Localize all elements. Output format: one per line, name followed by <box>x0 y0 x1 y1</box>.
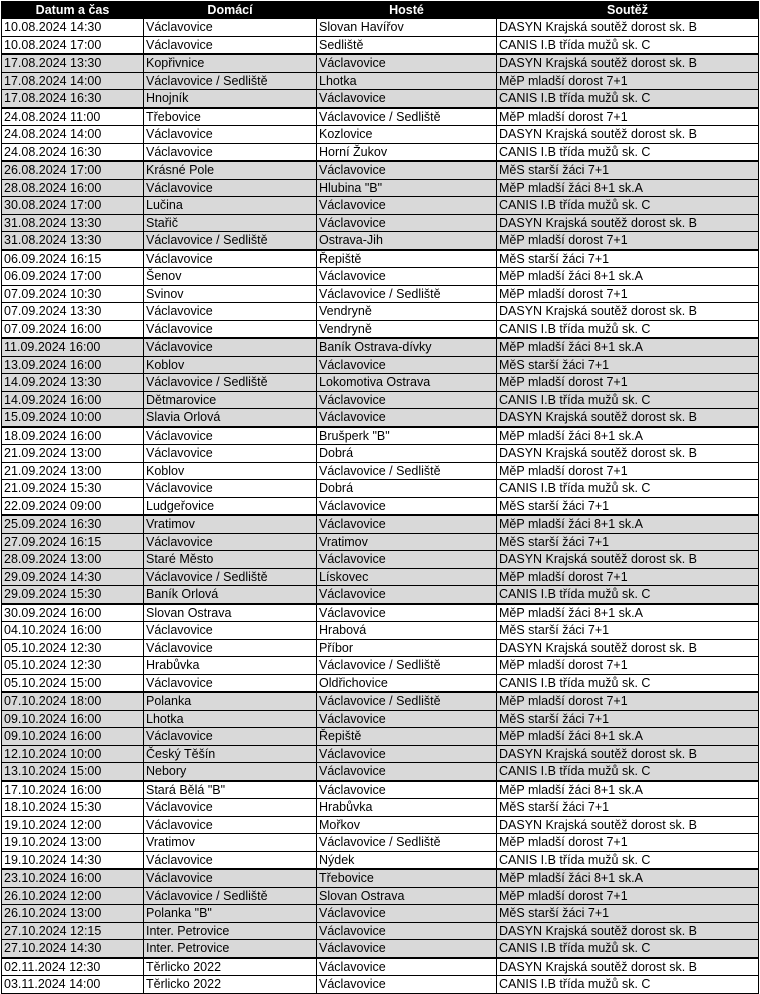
cell-competition: MěP mladší dorost 7+1 <box>497 657 759 675</box>
cell-away: Horní Žukov <box>317 143 497 161</box>
header-home: Domácí <box>144 2 317 19</box>
table-row <box>2 391 759 409</box>
cell-away: Václavovice <box>317 905 497 923</box>
cell-home: Stařič <box>144 214 317 232</box>
cell-away: Hrabová <box>317 622 497 640</box>
cell-home: Václavovice <box>144 320 317 338</box>
cell-competition: MěS starší žáci 7+1 <box>497 799 759 817</box>
cell-date: 24.08.2024 11:00 <box>2 108 144 126</box>
header-competition: Soutěž <box>497 2 759 19</box>
cell-home: Vratimov <box>144 515 317 533</box>
cell-competition: MěP mladší dorost 7+1 <box>497 72 759 90</box>
cell-home: Stará Bělá "B" <box>144 781 317 799</box>
table-row <box>2 19 759 37</box>
cell-date: 28.08.2024 16:00 <box>2 179 144 197</box>
cell-competition: MěS starší žáci 7+1 <box>497 533 759 551</box>
cell-competition: CANIS I.B třída mužů sk. C <box>497 320 759 338</box>
cell-home: Těrlicko 2022 <box>144 958 317 976</box>
cell-away: Sedliště <box>317 36 497 54</box>
cell-date: 18.10.2024 15:30 <box>2 799 144 817</box>
cell-competition: CANIS I.B třída mužů sk. C <box>497 763 759 781</box>
cell-away: Vratimov <box>317 533 497 551</box>
table-row <box>2 515 759 533</box>
cell-competition: DASYN Krajská soutěž dorost sk. B <box>497 409 759 427</box>
cell-home: Polanka "B" <box>144 905 317 923</box>
cell-home: Koblov <box>144 462 317 480</box>
cell-away: Lískovec <box>317 568 497 586</box>
table-row <box>2 320 759 338</box>
cell-date: 24.08.2024 16:30 <box>2 143 144 161</box>
cell-away: Hlubina "B" <box>317 179 497 197</box>
cell-home: Václavovice <box>144 851 317 869</box>
cell-home: Slavia Orlová <box>144 409 317 427</box>
cell-away: Hrabůvka <box>317 799 497 817</box>
cell-date: 18.09.2024 16:00 <box>2 427 144 445</box>
cell-competition: DASYN Krajská soutěž dorost sk. B <box>497 126 759 144</box>
cell-away: Dobrá <box>317 445 497 463</box>
match-schedule-table <box>1 1 759 994</box>
cell-home: Václavovice <box>144 728 317 746</box>
cell-date: 13.09.2024 16:00 <box>2 356 144 374</box>
table-row <box>2 834 759 852</box>
cell-date: 25.09.2024 16:30 <box>2 515 144 533</box>
cell-away: Řepiště <box>317 250 497 268</box>
cell-competition: MěS starší žáci 7+1 <box>497 356 759 374</box>
cell-date: 17.08.2024 16:30 <box>2 90 144 108</box>
cell-home: Dětmarovice <box>144 391 317 409</box>
cell-date: 14.09.2024 16:00 <box>2 391 144 409</box>
cell-home: Václavovice <box>144 143 317 161</box>
table-row <box>2 108 759 126</box>
cell-date: 26.10.2024 13:00 <box>2 905 144 923</box>
table-row <box>2 922 759 940</box>
cell-date: 30.08.2024 17:00 <box>2 197 144 215</box>
table-row <box>2 533 759 551</box>
cell-away: Brušperk "B" <box>317 427 497 445</box>
cell-competition: MěP mladší dorost 7+1 <box>497 568 759 586</box>
table-row <box>2 268 759 286</box>
cell-competition: DASYN Krajská soutěž dorost sk. B <box>497 214 759 232</box>
cell-date: 19.10.2024 13:00 <box>2 834 144 852</box>
table-row <box>2 869 759 887</box>
cell-away: Václavovice / Sedliště <box>317 692 497 710</box>
cell-home: Třebovice <box>144 108 317 126</box>
cell-home: Václavovice <box>144 816 317 834</box>
cell-competition: MěP mladší dorost 7+1 <box>497 374 759 392</box>
cell-competition: DASYN Krajská soutěž dorost sk. B <box>497 19 759 37</box>
table-row <box>2 54 759 72</box>
table-row <box>2 639 759 657</box>
cell-competition: MěS starší žáci 7+1 <box>497 161 759 179</box>
cell-away: Mořkov <box>317 816 497 834</box>
cell-away: Václavovice <box>317 268 497 286</box>
cell-home: Václavovice <box>144 338 317 356</box>
cell-home: Václavovice / Sedliště <box>144 887 317 905</box>
cell-away: Václavovice <box>317 497 497 515</box>
table-row <box>2 851 759 869</box>
cell-competition: CANIS I.B třída mužů sk. C <box>497 976 759 994</box>
table-row <box>2 710 759 728</box>
cell-home: Těrlicko 2022 <box>144 976 317 994</box>
cell-away: Václavovice / Sedliště <box>317 834 497 852</box>
cell-date: 31.08.2024 13:30 <box>2 232 144 250</box>
cell-competition: CANIS I.B třída mužů sk. C <box>497 940 759 958</box>
cell-date: 13.10.2024 15:00 <box>2 763 144 781</box>
cell-date: 07.09.2024 10:30 <box>2 285 144 303</box>
cell-date: 29.09.2024 15:30 <box>2 586 144 604</box>
table-row <box>2 745 759 763</box>
table-row <box>2 958 759 976</box>
cell-home: Václavovice <box>144 799 317 817</box>
cell-date: 07.09.2024 16:00 <box>2 320 144 338</box>
cell-away: Václavovice / Sedliště <box>317 285 497 303</box>
cell-away: Václavovice / Sedliště <box>317 657 497 675</box>
cell-date: 11.09.2024 16:00 <box>2 338 144 356</box>
cell-home: Kopřivnice <box>144 54 317 72</box>
cell-home: Hnojník <box>144 90 317 108</box>
cell-home: Český Těšín <box>144 745 317 763</box>
cell-away: Václavovice <box>317 586 497 604</box>
cell-home: Václavovice / Sedliště <box>144 568 317 586</box>
table-row <box>2 781 759 799</box>
table-row <box>2 197 759 215</box>
cell-competition: DASYN Krajská soutěž dorost sk. B <box>497 958 759 976</box>
table-row <box>2 816 759 834</box>
cell-home: Hrabůvka <box>144 657 317 675</box>
cell-home: Krásné Pole <box>144 161 317 179</box>
table-row <box>2 887 759 905</box>
cell-home: Václavovice / Sedliště <box>144 232 317 250</box>
cell-competition: MěP mladší žáci 8+1 sk.A <box>497 179 759 197</box>
cell-away: Třebovice <box>317 869 497 887</box>
cell-competition: MěP mladší dorost 7+1 <box>497 692 759 710</box>
cell-away: Václavovice / Sedliště <box>317 108 497 126</box>
cell-competition: DASYN Krajská soutěž dorost sk. B <box>497 745 759 763</box>
cell-away: Václavovice <box>317 214 497 232</box>
table-row <box>2 480 759 498</box>
cell-date: 07.10.2024 18:00 <box>2 692 144 710</box>
cell-date: 21.09.2024 13:00 <box>2 445 144 463</box>
cell-date: 04.10.2024 16:00 <box>2 622 144 640</box>
cell-away: Václavovice <box>317 958 497 976</box>
cell-home: Šenov <box>144 268 317 286</box>
cell-away: Vendryně <box>317 320 497 338</box>
cell-away: Václavovice <box>317 391 497 409</box>
cell-competition: MěP mladší žáci 8+1 sk.A <box>497 604 759 622</box>
cell-date: 27.10.2024 14:30 <box>2 940 144 958</box>
cell-date: 19.10.2024 14:30 <box>2 851 144 869</box>
table-row <box>2 568 759 586</box>
cell-home: Václavovice <box>144 427 317 445</box>
cell-home: Václavovice <box>144 533 317 551</box>
cell-competition: DASYN Krajská soutěž dorost sk. B <box>497 551 759 569</box>
cell-away: Václavovice <box>317 90 497 108</box>
cell-competition: CANIS I.B třída mužů sk. C <box>497 36 759 54</box>
cell-away: Václavovice <box>317 922 497 940</box>
cell-competition: DASYN Krajská soutěž dorost sk. B <box>497 303 759 321</box>
cell-away: Václavovice <box>317 409 497 427</box>
table-row <box>2 338 759 356</box>
cell-away: Václavovice / Sedliště <box>317 462 497 480</box>
cell-home: Václavovice / Sedliště <box>144 72 317 90</box>
cell-home: Baník Orlová <box>144 586 317 604</box>
table-row <box>2 214 759 232</box>
cell-away: Václavovice <box>317 54 497 72</box>
table-row <box>2 90 759 108</box>
cell-competition: CANIS I.B třída mužů sk. C <box>497 90 759 108</box>
cell-competition: MěP mladší dorost 7+1 <box>497 887 759 905</box>
cell-date: 26.08.2024 17:00 <box>2 161 144 179</box>
cell-away: Baník Ostrava-dívky <box>317 338 497 356</box>
table-row <box>2 799 759 817</box>
table-row <box>2 143 759 161</box>
cell-home: Slovan Ostrava <box>144 604 317 622</box>
cell-away: Nýdek <box>317 851 497 869</box>
table-row <box>2 763 759 781</box>
cell-date: 03.11.2024 14:00 <box>2 976 144 994</box>
cell-home: Lučina <box>144 197 317 215</box>
cell-away: Příbor <box>317 639 497 657</box>
table-row <box>2 409 759 427</box>
cell-home: Koblov <box>144 356 317 374</box>
cell-away: Václavovice <box>317 161 497 179</box>
table-row <box>2 250 759 268</box>
cell-home: Václavovice <box>144 639 317 657</box>
cell-home: Nebory <box>144 763 317 781</box>
cell-competition: CANIS I.B třída mužů sk. C <box>497 674 759 692</box>
cell-away: Vendryně <box>317 303 497 321</box>
cell-away: Václavovice <box>317 356 497 374</box>
cell-date: 24.08.2024 14:00 <box>2 126 144 144</box>
cell-date: 09.10.2024 16:00 <box>2 710 144 728</box>
cell-home: Inter. Petrovice <box>144 922 317 940</box>
cell-away: Václavovice <box>317 197 497 215</box>
table-row <box>2 445 759 463</box>
table-row <box>2 427 759 445</box>
cell-away: Slovan Havířov <box>317 19 497 37</box>
cell-home: Václavovice / Sedliště <box>144 374 317 392</box>
cell-away: Václavovice <box>317 604 497 622</box>
cell-date: 21.09.2024 13:00 <box>2 462 144 480</box>
table-row <box>2 356 759 374</box>
cell-away: Václavovice <box>317 551 497 569</box>
cell-home: Václavovice <box>144 179 317 197</box>
cell-date: 02.11.2024 12:30 <box>2 958 144 976</box>
cell-date: 15.09.2024 10:00 <box>2 409 144 427</box>
cell-away: Václavovice <box>317 781 497 799</box>
cell-home: Václavovice <box>144 869 317 887</box>
cell-away: Oldřichovice <box>317 674 497 692</box>
cell-home: Václavovice <box>144 480 317 498</box>
cell-date: 26.10.2024 12:00 <box>2 887 144 905</box>
table-row <box>2 551 759 569</box>
cell-date: 10.08.2024 14:30 <box>2 19 144 37</box>
table-row <box>2 179 759 197</box>
table-row <box>2 303 759 321</box>
cell-away: Václavovice <box>317 976 497 994</box>
cell-date: 14.09.2024 13:30 <box>2 374 144 392</box>
cell-competition: DASYN Krajská soutěž dorost sk. B <box>497 816 759 834</box>
cell-home: Václavovice <box>144 622 317 640</box>
cell-date: 23.10.2024 16:00 <box>2 869 144 887</box>
cell-competition: CANIS I.B třída mužů sk. C <box>497 480 759 498</box>
cell-competition: CANIS I.B třída mužů sk. C <box>497 197 759 215</box>
table-row <box>2 586 759 604</box>
cell-competition: MěP mladší žáci 8+1 sk.A <box>497 781 759 799</box>
cell-competition: DASYN Krajská soutěž dorost sk. B <box>497 922 759 940</box>
table-row <box>2 604 759 622</box>
cell-date: 17.08.2024 14:00 <box>2 72 144 90</box>
cell-competition: MěS starší žáci 7+1 <box>497 710 759 728</box>
cell-away: Václavovice <box>317 940 497 958</box>
cell-date: 28.09.2024 13:00 <box>2 551 144 569</box>
cell-competition: MěP mladší žáci 8+1 sk.A <box>497 268 759 286</box>
cell-home: Václavovice <box>144 445 317 463</box>
cell-competition: MěP mladší dorost 7+1 <box>497 108 759 126</box>
table-row <box>2 161 759 179</box>
cell-date: 22.09.2024 09:00 <box>2 497 144 515</box>
header-row <box>2 2 759 19</box>
table-row <box>2 36 759 54</box>
cell-competition: MěS starší žáci 7+1 <box>497 250 759 268</box>
cell-competition: DASYN Krajská soutěž dorost sk. B <box>497 445 759 463</box>
table-row <box>2 692 759 710</box>
table-row <box>2 657 759 675</box>
cell-competition: MěP mladší dorost 7+1 <box>497 834 759 852</box>
cell-home: Inter. Petrovice <box>144 940 317 958</box>
cell-competition: MěP mladší žáci 8+1 sk.A <box>497 338 759 356</box>
cell-away: Dobrá <box>317 480 497 498</box>
cell-home: Václavovice <box>144 36 317 54</box>
cell-away: Slovan Ostrava <box>317 887 497 905</box>
table-row <box>2 728 759 746</box>
table-row <box>2 232 759 250</box>
cell-competition: CANIS I.B třída mužů sk. C <box>497 143 759 161</box>
cell-away: Lhotka <box>317 72 497 90</box>
cell-competition: MěP mladší dorost 7+1 <box>497 462 759 480</box>
cell-competition: DASYN Krajská soutěž dorost sk. B <box>497 639 759 657</box>
table-row <box>2 374 759 392</box>
cell-home: Vratimov <box>144 834 317 852</box>
cell-date: 05.10.2024 12:30 <box>2 657 144 675</box>
cell-date: 06.09.2024 16:15 <box>2 250 144 268</box>
cell-competition: MěP mladší dorost 7+1 <box>497 285 759 303</box>
cell-competition: MěP mladší žáci 8+1 sk.A <box>497 869 759 887</box>
cell-home: Václavovice <box>144 674 317 692</box>
cell-competition: CANIS I.B třída mužů sk. C <box>497 586 759 604</box>
cell-date: 10.08.2024 17:00 <box>2 36 144 54</box>
cell-competition: CANIS I.B třída mužů sk. C <box>497 391 759 409</box>
header-away: Hosté <box>317 2 497 19</box>
cell-date: 07.09.2024 13:30 <box>2 303 144 321</box>
cell-away: Řepiště <box>317 728 497 746</box>
table-row <box>2 126 759 144</box>
cell-date: 19.10.2024 12:00 <box>2 816 144 834</box>
table-row <box>2 905 759 923</box>
cell-date: 12.10.2024 10:00 <box>2 745 144 763</box>
table-row <box>2 72 759 90</box>
cell-competition: MěP mladší žáci 8+1 sk.A <box>497 427 759 445</box>
cell-competition: CANIS I.B třída mužů sk. C <box>497 851 759 869</box>
table-row <box>2 976 759 994</box>
cell-date: 27.10.2024 12:15 <box>2 922 144 940</box>
cell-date: 31.08.2024 13:30 <box>2 214 144 232</box>
table-row <box>2 940 759 958</box>
cell-away: Václavovice <box>317 745 497 763</box>
cell-date: 17.10.2024 16:00 <box>2 781 144 799</box>
cell-home: Svinov <box>144 285 317 303</box>
cell-home: Václavovice <box>144 126 317 144</box>
cell-home: Polanka <box>144 692 317 710</box>
cell-home: Václavovice <box>144 19 317 37</box>
table-row <box>2 285 759 303</box>
cell-away: Václavovice <box>317 515 497 533</box>
cell-date: 05.10.2024 15:00 <box>2 674 144 692</box>
cell-date: 05.10.2024 12:30 <box>2 639 144 657</box>
cell-date: 21.09.2024 15:30 <box>2 480 144 498</box>
cell-competition: MěP mladší dorost 7+1 <box>497 232 759 250</box>
cell-away: Lokomotiva Ostrava <box>317 374 497 392</box>
cell-away: Václavovice <box>317 710 497 728</box>
cell-date: 27.09.2024 16:15 <box>2 533 144 551</box>
cell-home: Staré Město <box>144 551 317 569</box>
cell-home: Ludgeřovice <box>144 497 317 515</box>
cell-date: 17.08.2024 13:30 <box>2 54 144 72</box>
cell-competition: MěP mladší žáci 8+1 sk.A <box>497 515 759 533</box>
cell-date: 06.09.2024 17:00 <box>2 268 144 286</box>
cell-away: Ostrava-Jih <box>317 232 497 250</box>
cell-away: Václavovice <box>317 763 497 781</box>
table-row <box>2 674 759 692</box>
cell-away: Kozlovice <box>317 126 497 144</box>
cell-home: Václavovice <box>144 303 317 321</box>
table-row <box>2 622 759 640</box>
cell-competition: MěS starší žáci 7+1 <box>497 622 759 640</box>
cell-date: 30.09.2024 16:00 <box>2 604 144 622</box>
table-row <box>2 497 759 515</box>
cell-date: 29.09.2024 14:30 <box>2 568 144 586</box>
cell-competition: MěS starší žáci 7+1 <box>497 905 759 923</box>
cell-competition: MěS starší žáci 7+1 <box>497 497 759 515</box>
table-row <box>2 462 759 480</box>
cell-home: Václavovice <box>144 250 317 268</box>
cell-home: Lhotka <box>144 710 317 728</box>
header-date: Datum a čas <box>2 2 144 19</box>
cell-competition: DASYN Krajská soutěž dorost sk. B <box>497 54 759 72</box>
cell-competition: MěP mladší žáci 8+1 sk.A <box>497 728 759 746</box>
cell-date: 09.10.2024 16:00 <box>2 728 144 746</box>
